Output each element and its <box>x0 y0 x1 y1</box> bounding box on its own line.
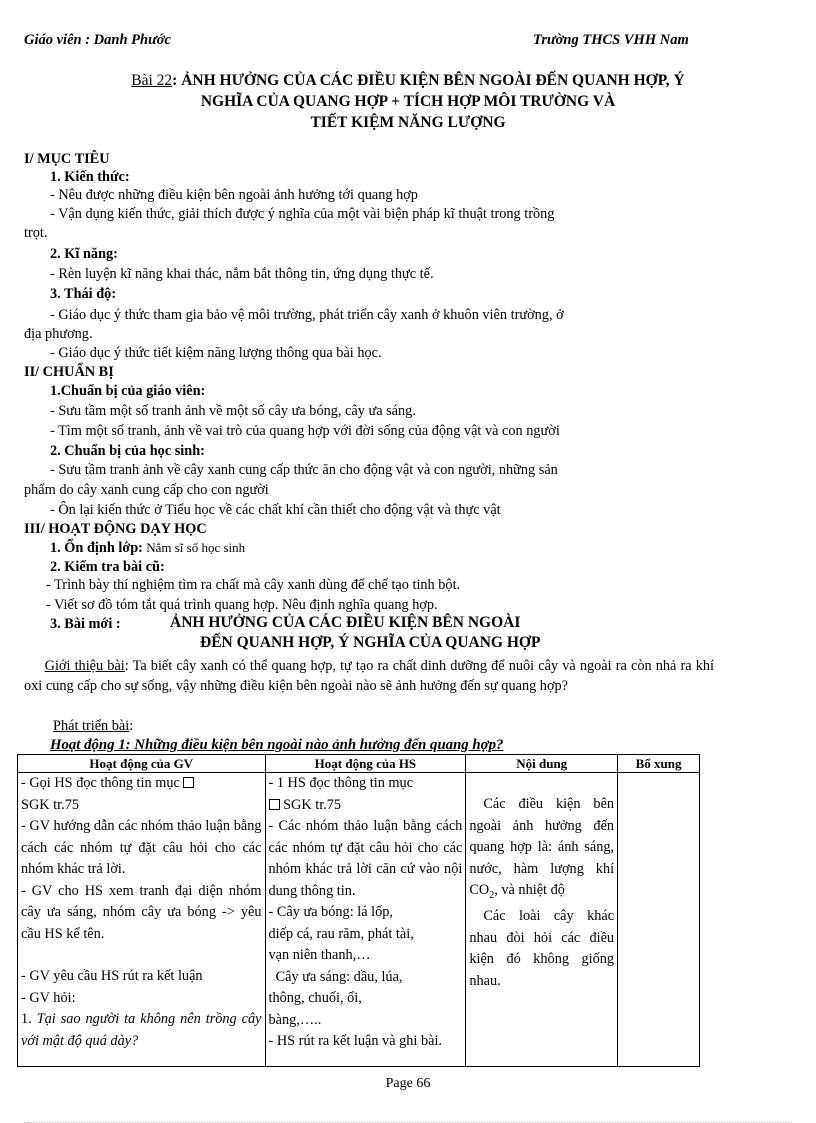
title-line-2: NGHĨA CỦA QUANG HỢP + TÍCH HỢP MÔI TRƯỜNG VÀ <box>200 93 616 110</box>
checkbox-icon <box>269 799 280 810</box>
hs-item-4: diếp cá, rau răm, phát tài, <box>268 925 414 942</box>
page-number: Page 66 <box>385 1076 431 1091</box>
teacher-activity-cell <box>18 773 266 1067</box>
lesson-title <box>24 70 792 133</box>
section-3-heading: III/ HOẠT ĐỘNG DẠY HỌC <box>24 521 207 537</box>
attitude-title: 3. Thái độ: <box>50 286 117 302</box>
gv-spacer <box>21 945 262 966</box>
teacher-prep-item-2: - Tìm một số tranh, ảnh về vai trò của quang hợp với đời sống của động vật và con người <box>50 423 560 439</box>
knowledge-item-2: - Vận dụng kiến thức, giải thích được ý nghĩa của một vài biện pháp kĩ thuật trong trồng <box>50 206 555 222</box>
stabilize-line <box>50 539 245 557</box>
student-prep-item-1: - Sưu tầm tranh ảnh về cây xanh cung cấp thức ăn cho động vật và con người, những sản <box>50 462 558 478</box>
header-student-activity: Hoạt động của HS <box>265 755 466 773</box>
table-row <box>18 773 700 1067</box>
co2-subscript: 2 <box>489 889 495 901</box>
section-1-heading: I/ MỤC TIÊU <box>24 151 110 167</box>
knowledge-item-1: - Nêu được những điều kiện bên ngoài ảnh hưởng tới quang hợp <box>50 187 418 203</box>
content-cell <box>466 773 618 1067</box>
new-lesson-title: 3. Bài mới : <box>50 616 121 632</box>
header-teacher-activity: Hoạt động của GV <box>18 755 266 773</box>
intro-paragraph <box>24 656 714 696</box>
skill-title: 2. Kĩ năng: <box>50 246 118 262</box>
title-line-3: TIẾT KIỆM NĂNG LƯỢNG <box>310 114 506 131</box>
content-item-2: Các loài cây khác nhau đòi hỏi các điều kiện đó không giống nhau. <box>469 908 615 989</box>
skill-item-1: - Rèn luyện kĩ năng khai thác, nắm bắt thông tin, ứng dụng thực tế. <box>50 266 434 282</box>
gv-item-2: - GV hướng dẫn các nhóm thảo luận bằng cách các nhóm tự đặt câu hỏi cho các nhóm khác trả lời. <box>21 818 262 877</box>
hs-item-6: Cây ưa sáng: dầu, lúa, <box>268 968 403 985</box>
intro-text: : Ta biết cây xanh có thể quang hợp, tự tạo ra chất dinh dưỡng để nuôi cây và ngoài ra còn nhả ra khí oxi cung cấp cho sự sống, vậy những điều kiện bên ngoài nào sẽ ảnh hưởng đến sự quang hợp? <box>24 658 715 694</box>
attitude-item-1: - Giáo dục ý thức tham gia bảo vệ môi trường, phát triển cây xanh ở khuôn viên trường, ở <box>50 307 564 323</box>
teacher-name: Giáo viên : Danh Phước <box>24 32 171 48</box>
lesson-label: Bài 22 <box>131 72 173 89</box>
hs-item-9: - HS rút ra kết luận và ghi bài. <box>268 1033 443 1049</box>
intro-label: Giới thiệu bài <box>44 658 125 674</box>
gv-item-1b: SGK tr.75 <box>21 796 79 813</box>
gv-item-6-num: 1. <box>21 1011 37 1027</box>
develop-suffix: : <box>129 718 134 734</box>
new-lesson-heading-1: ẢNH HƯỞNG CỦA CÁC ĐIỀU KIỆN BÊN NGOÀI <box>170 614 521 631</box>
header-content: Nội dung <box>466 755 618 773</box>
gv-item-6 <box>21 1009 262 1052</box>
activity-1-title: Hoạt động 1: Những điều kiện bên ngoài nào ảnh hưởng đến quang hợp? <box>50 737 504 753</box>
school-name: Trường THCS VHH Nam <box>533 32 689 48</box>
hs-item-2: - Các nhóm thảo luận bằng cách các nhóm tự đặt câu hỏi cho các nhóm khác trả lời căn cứ vào nội dung thông tin. <box>268 818 463 899</box>
develop-line <box>53 717 133 735</box>
content-item-1-text: Các điều kiện bên ngoài ảnh hưởng đến quang hợp là: ánh sáng, nước, hàm lượng khí CO <box>469 796 615 898</box>
check-title: 2. Kiểm tra bài cũ: <box>50 559 165 575</box>
checkbox-icon <box>183 777 194 788</box>
gv-item-5: - GV hỏi: <box>21 989 76 1006</box>
hs-item-1b <box>269 795 463 817</box>
new-lesson-heading-2: ĐẾN QUANH HỢP, Ý NGHĨA CỦA QUANG HỢP <box>200 634 541 651</box>
hs-item-8: bàng,….. <box>268 1011 322 1028</box>
section-2-heading: II/ CHUẨN BỊ <box>24 364 114 380</box>
teacher-prep-item-1: - Sưu tầm một số tranh ảnh về một số cây ưa bóng, cây ưa sáng. <box>50 403 416 419</box>
header-supplement: Bổ xung <box>618 755 700 773</box>
hs-item-3: - Cây ưa bóng: lá lốp, <box>268 904 393 920</box>
table-header-row <box>18 755 700 773</box>
stabilize-title: 1. Ổn định lớp: <box>50 540 143 556</box>
gv-item-3: - GV cho HS xem tranh đại diện nhóm cây ưa sáng, nhóm cây ưa bóng -> yêu cầu HS kể tên. <box>21 882 262 942</box>
stabilize-text: Nắm sĩ số học sinh <box>142 540 246 555</box>
student-prep-title: 2. Chuẩn bị của học sinh: <box>50 443 205 459</box>
knowledge-title: 1. Kiến thức: <box>50 169 130 185</box>
gv-item-6-text: Tại sao người ta không nên trồng cây với mật độ quá dày? <box>21 1011 262 1049</box>
content-item-1 <box>469 794 614 906</box>
hs-item-1b-text: SGK tr.75 <box>279 796 342 813</box>
gv-item-1-text: - Gọi HS đọc thông tin mục <box>21 775 180 791</box>
student-activity-cell <box>265 773 466 1067</box>
attitude-item-2: - Giáo dục ý thức tiết kiệm năng lượng thông qua bài học. <box>50 345 382 361</box>
teacher-prep-title: 1.Chuẩn bị của giáo viên: <box>50 383 206 399</box>
check-item-1: - Trình bày thí nghiệm tìm ra chất mà cây xanh dùng để chế tạo tinh bột. <box>46 577 461 593</box>
gv-item-1 <box>21 773 262 795</box>
knowledge-item-2-cont: trọt. <box>24 225 48 241</box>
check-item-2: - Viết sơ đồ tóm tắt quá trình quang hợp. Nêu định nghĩa quang hợp. <box>46 597 438 613</box>
content-item-1-tail: , và nhiệt độ <box>494 882 565 898</box>
supplement-cell <box>618 773 700 1067</box>
attitude-item-1-cont: địa phương. <box>24 326 93 342</box>
student-prep-item-2: - Ôn lại kiến thức ở Tiểu học về các chất khí cần thiết cho động vật và thực vật <box>50 502 501 518</box>
title-line-1: : ẢNH HƯỞNG CỦA CÁC ĐIỀU KIỆN BÊN NGOÀI ĐẾN QUANH HỢP, Ý <box>172 72 685 89</box>
student-prep-item-1-cont: phẩm do cây xanh cung cấp cho con người <box>24 482 269 498</box>
hs-item-1: - 1 HS đọc thông tin mục <box>268 775 414 791</box>
develop-label: Phát triển bài <box>53 718 130 734</box>
gv-item-4: - GV yêu cầu HS rút ra kết luận <box>21 968 203 984</box>
activity-table <box>17 754 700 1067</box>
hs-item-5: vạn niên thanh,… <box>268 947 371 963</box>
hs-item-7: thông, chuối, ổi, <box>268 990 362 1006</box>
